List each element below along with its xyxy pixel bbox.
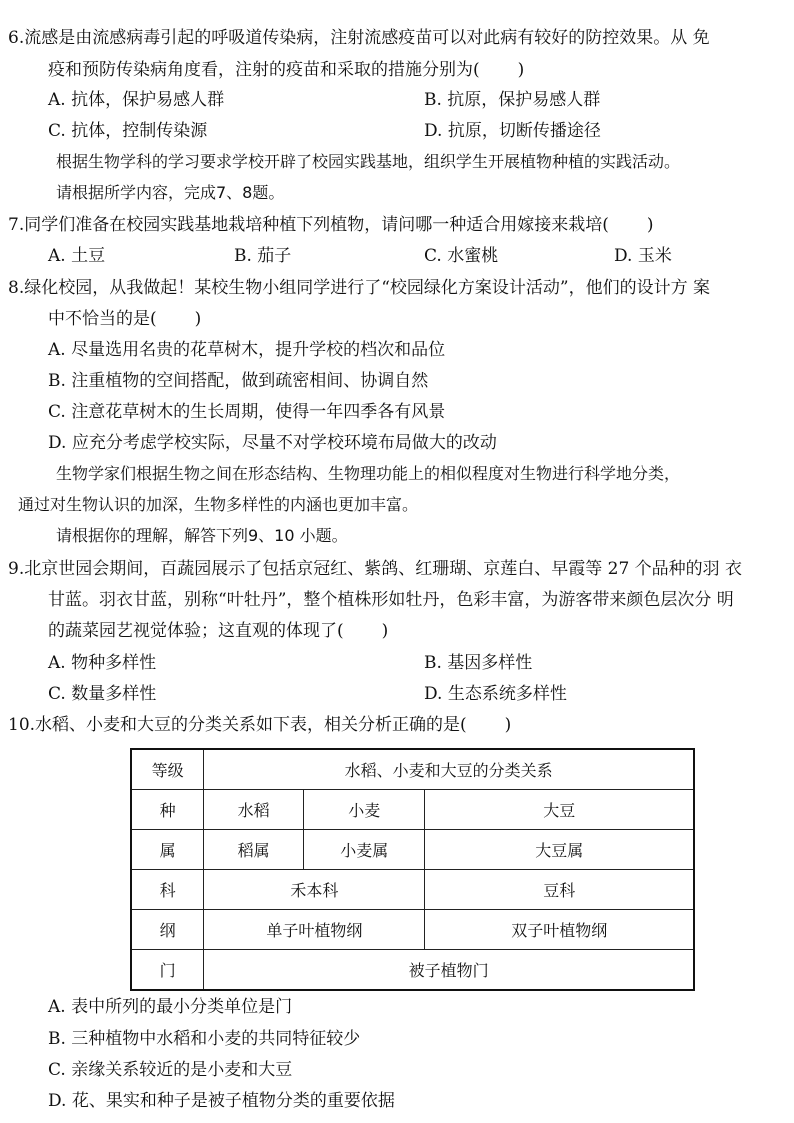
q8-option-a: A. 尽量选用名贵的花草树木，提升学校的档次和品位 — [48, 340, 446, 360]
q8-stem-line1: 8.绿化校园，从我做起！某校生物小组同学进行了“校园绿化方案设计活动”，他们的设计方 案 — [8, 278, 711, 298]
table-cell: 门 — [131, 950, 204, 991]
q9-stem-line2: 甘蓝。羽衣甘蓝，别称“叶牡丹”，整个植株形如牡丹，色彩丰富，为游客带来颜色层次分 明 — [48, 590, 734, 610]
table-header-level: 等级 — [131, 749, 204, 790]
q6-stem-line1: 6.流感是由流感病毒引起的呼吸道传染病，注射流感疫苗可以对此病有较好的防控效果。从 免 — [8, 28, 710, 48]
intro-9-10-line1: 生物学家们根据生物之间在形态结构、生物理功能上的相似程度对生物进行科学地分类， — [56, 464, 681, 483]
q9-stem-line3 — [48, 619, 388, 643]
table-cell: 禾本科 — [204, 870, 425, 910]
q9-stem-line1: 9.北京世园会期间，百蔬园展示了包括京冠红、紫鸽、红珊瑚、京莲白、早霞等 27 个品种的羽 衣 — [8, 559, 743, 579]
table-cell: 豆科 — [425, 870, 694, 910]
q9-option-a: A. 物种多样性 — [48, 653, 157, 673]
q8-stem-text: 中不恰当的是( — [48, 309, 157, 329]
table-cell: 双子叶植物纲 — [425, 910, 694, 950]
q7-stem-text: 7.同学们准备在校园实践基地栽培种植下列植物，请问哪一种适合用嫁接来栽培( — [8, 215, 609, 235]
q10-option-d: D. 花、果实和种子是被子植物分类的重要依据 — [48, 1091, 395, 1111]
table-cell: 小麦 — [303, 790, 425, 830]
q9-option-b: B. 基因多样性 — [424, 653, 533, 673]
q9-option-c: C. 数量多样性 — [48, 684, 157, 704]
q7-option-a: A. 土豆 — [48, 246, 106, 266]
intro-9-10-line3: 请根据你的理解，解答下列9、10 小题。 — [56, 526, 348, 545]
q6-option-c: C. 抗体，控制传染源 — [48, 121, 208, 141]
q6-close-paren: ) — [517, 60, 525, 80]
intro-9-10-line2: 通过对生物认识的加深，生物多样性的内涵也更加丰富。 — [18, 495, 419, 514]
table-cell: 种 — [131, 790, 204, 830]
q6-option-a: A. 抗体，保护易感人群 — [48, 90, 225, 110]
q8-stem-line2 — [48, 307, 201, 331]
q8-option-b: B. 注重植物的空间搭配，做到疏密相间、协调自然 — [48, 371, 429, 391]
q10-stem — [8, 713, 511, 737]
q7-close-paren: ) — [646, 215, 654, 235]
q9-stem-text: 的蔬菜园艺视觉体验；这直观的体现了( — [48, 621, 344, 641]
q7-stem — [8, 213, 654, 237]
table-cell: 小麦属 — [303, 830, 425, 870]
table-row — [131, 870, 694, 910]
table-cell: 稻属 — [204, 830, 304, 870]
intro-7-8-line2: 请根据所学内容，完成7、8题。 — [56, 183, 285, 202]
q9-close-paren: ) — [381, 621, 389, 641]
table-cell: 被子植物门 — [204, 950, 694, 991]
table-row — [131, 790, 694, 830]
table-row — [131, 910, 694, 950]
q7-option-c: C. 水蜜桃 — [424, 246, 499, 266]
table-cell: 大豆 — [425, 790, 694, 830]
q6-stem-text: 疫和预防传染病角度看，注射的疫苗和采取的措施分别为( — [48, 60, 480, 80]
table-cell: 水稻 — [204, 790, 304, 830]
table-cell: 纲 — [131, 910, 204, 950]
q6-stem-line2 — [48, 58, 524, 82]
q10-option-c: C. 亲缘关系较近的是小麦和大豆 — [48, 1060, 293, 1080]
q6-option-b: B. 抗原，保护易感人群 — [424, 90, 601, 110]
table-row — [131, 950, 694, 991]
table-row — [131, 749, 694, 790]
q8-option-d: D. 应充分考虑学校实际，尽量不对学校环境布局做大的改动 — [48, 433, 497, 453]
intro-7-8-line1: 根据生物学科的学习要求学校开辟了校园实践基地，组织学生开展植物种植的实践活动。 — [56, 152, 681, 171]
table-header-title: 水稻、小麦和大豆的分类关系 — [204, 749, 694, 790]
table-cell: 单子叶植物纲 — [204, 910, 425, 950]
q7-option-d: D. 玉米 — [614, 246, 672, 266]
q10-stem-text: 10.水稻、小麦和大豆的分类关系如下表，相关分析正确的是( — [8, 715, 467, 735]
q8-option-c: C. 注意花草树木的生长周期，使得一年四季各有风景 — [48, 402, 446, 422]
table-cell: 科 — [131, 870, 204, 910]
q10-close-paren: ) — [504, 715, 512, 735]
q8-close-paren: ) — [194, 309, 202, 329]
q9-option-d: D. 生态系统多样性 — [424, 684, 567, 704]
q7-option-b: B. 茄子 — [234, 246, 292, 266]
q6-option-d: D. 抗原，切断传播途径 — [424, 121, 601, 141]
q10-option-a: A. 表中所列的最小分类单位是门 — [48, 997, 293, 1017]
classification-table — [130, 748, 695, 991]
q10-option-b: B. 三种植物中水稻和小麦的共同特征较少 — [48, 1029, 361, 1049]
table-row — [131, 830, 694, 870]
table-cell: 属 — [131, 830, 204, 870]
table-cell: 大豆属 — [425, 830, 694, 870]
